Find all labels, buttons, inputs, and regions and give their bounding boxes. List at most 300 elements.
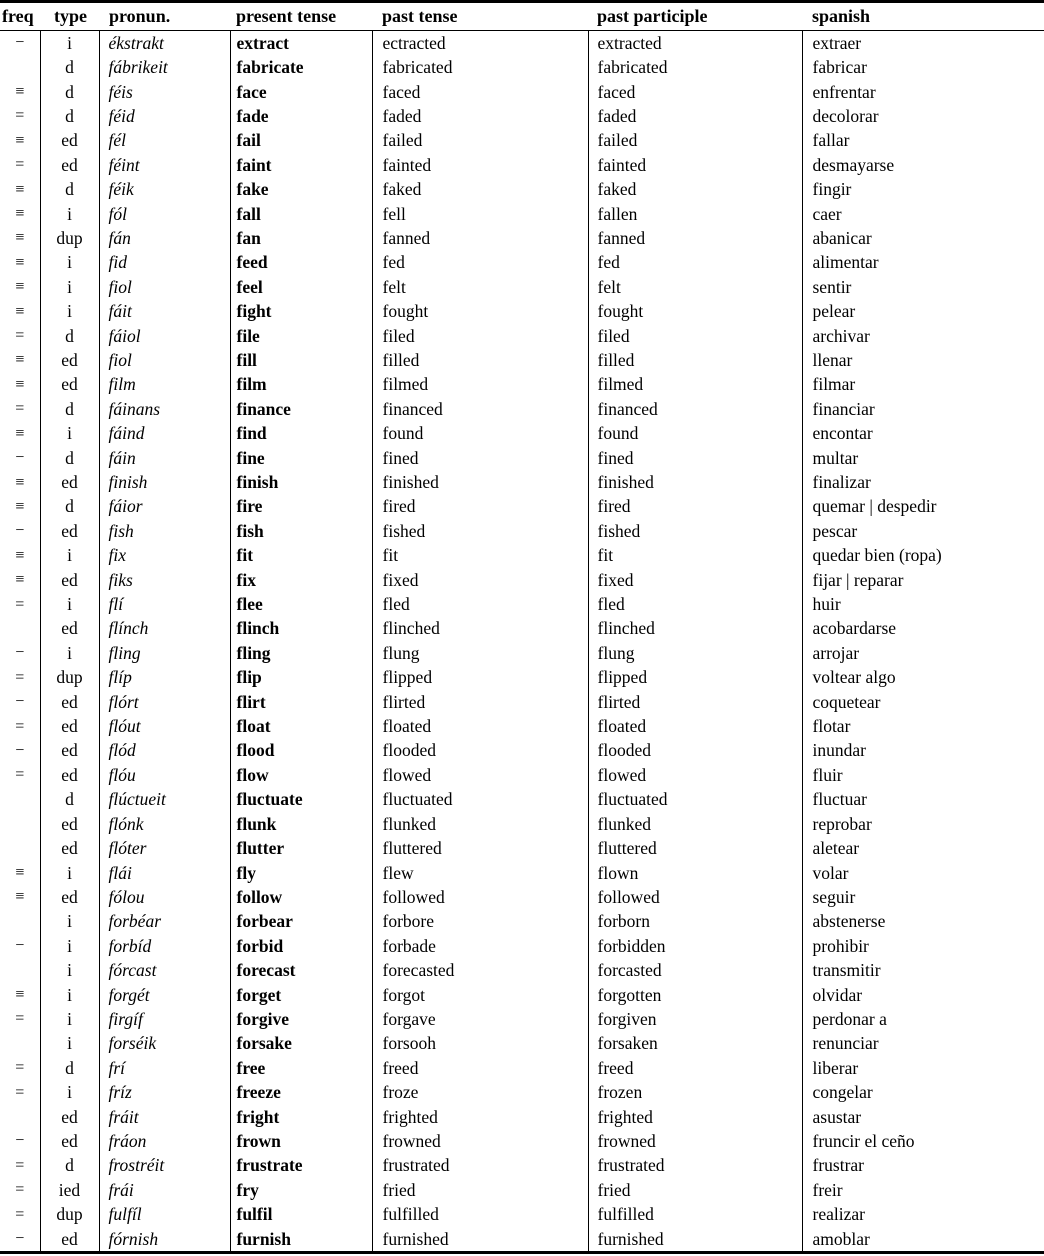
past-tense-cell: forsooh xyxy=(372,1032,588,1056)
freq-cell xyxy=(0,812,40,836)
past-tense-cell: fulfilled xyxy=(372,1203,588,1227)
present-tense-cell: film xyxy=(230,373,372,397)
present-tense-cell: float xyxy=(230,714,372,738)
table-row xyxy=(0,934,1044,958)
freq-cell: − xyxy=(15,449,25,467)
type-cell: i xyxy=(40,861,99,885)
spanish-cell: extraer xyxy=(802,31,1044,56)
freq-cell: − xyxy=(15,644,25,662)
freq-cell: − xyxy=(15,34,25,52)
table-row xyxy=(0,812,1044,836)
past-participle-cell: flooded xyxy=(588,739,802,763)
table-row xyxy=(0,739,1044,763)
past-participle-cell: fluctuated xyxy=(588,788,802,812)
pronunciation-cell: finish xyxy=(99,470,230,494)
header-present-tense: present tense xyxy=(230,2,372,31)
header-spanish: spanish xyxy=(802,2,1044,31)
pronunciation-cell: féid xyxy=(99,104,230,128)
type-cell: i xyxy=(40,299,99,323)
present-tense-cell: flunk xyxy=(230,812,372,836)
freq-cell: − xyxy=(15,741,25,759)
spanish-cell: reprobar xyxy=(802,812,1044,836)
past-participle-cell: frozen xyxy=(588,1080,802,1104)
spanish-cell: olvidar xyxy=(802,983,1044,1007)
past-participle-cell: fried xyxy=(588,1178,802,1202)
spanish-cell: fingir xyxy=(802,177,1044,201)
past-participle-cell: finished xyxy=(588,470,802,494)
past-tense-cell: faked xyxy=(372,177,588,201)
present-tense-cell: fade xyxy=(230,104,372,128)
pronunciation-cell: fórcast xyxy=(99,958,230,982)
present-tense-cell: forbear xyxy=(230,910,372,934)
header-row xyxy=(0,2,1044,31)
past-participle-cell: flinched xyxy=(588,617,802,641)
past-tense-cell: fried xyxy=(372,1178,588,1202)
present-tense-cell: frown xyxy=(230,1129,372,1153)
pronunciation-cell: fábrikeit xyxy=(99,55,230,79)
pronunciation-cell: flónk xyxy=(99,812,230,836)
past-participle-cell: fined xyxy=(588,446,802,470)
table-row xyxy=(0,495,1044,519)
past-tense-cell: fled xyxy=(372,592,588,616)
freq-cell: − xyxy=(15,1132,25,1150)
present-tense-cell: forecast xyxy=(230,958,372,982)
past-participle-cell: fabricated xyxy=(588,55,802,79)
type-cell: ed xyxy=(40,763,99,787)
past-tense-cell: failed xyxy=(372,129,588,153)
type-cell: i xyxy=(40,592,99,616)
present-tense-cell: fall xyxy=(230,202,372,226)
type-cell: ed xyxy=(40,568,99,592)
type-cell: i xyxy=(40,275,99,299)
present-tense-cell: freeze xyxy=(230,1080,372,1104)
type-cell: d xyxy=(40,788,99,812)
table-row xyxy=(0,1178,1044,1202)
present-tense-cell: fabricate xyxy=(230,55,372,79)
past-tense-cell: flipped xyxy=(372,666,588,690)
spanish-cell: aletear xyxy=(802,836,1044,860)
spanish-cell: transmitir xyxy=(802,958,1044,982)
type-cell: i xyxy=(40,934,99,958)
type-cell: i xyxy=(40,31,99,56)
past-participle-cell: fit xyxy=(588,544,802,568)
pronunciation-cell: fish xyxy=(99,519,230,543)
table-row xyxy=(0,983,1044,1007)
freq-cell: ≡ xyxy=(15,302,25,320)
spanish-cell: flotar xyxy=(802,714,1044,738)
past-participle-cell: fed xyxy=(588,251,802,275)
pronunciation-cell: fid xyxy=(99,251,230,275)
freq-cell xyxy=(0,836,40,860)
past-participle-cell: fanned xyxy=(588,226,802,250)
freq-cell: ≡ xyxy=(15,253,25,271)
present-tense-cell: fish xyxy=(230,519,372,543)
table-row xyxy=(0,1007,1044,1031)
pronunciation-cell: forgét xyxy=(99,983,230,1007)
pronunciation-cell: fáind xyxy=(99,422,230,446)
freq-cell: ≡ xyxy=(15,278,25,296)
header-type: type xyxy=(40,2,99,31)
pronunciation-cell: fólou xyxy=(99,885,230,909)
spanish-cell: renunciar xyxy=(802,1032,1044,1056)
past-participle-cell: fixed xyxy=(588,568,802,592)
freq-cell: = xyxy=(15,766,25,784)
type-cell: ed xyxy=(40,1227,99,1253)
pronunciation-cell: fiol xyxy=(99,275,230,299)
table-header xyxy=(0,2,1044,31)
past-participle-cell: fished xyxy=(588,519,802,543)
past-tense-cell: fabricated xyxy=(372,55,588,79)
freq-cell: = xyxy=(15,1156,25,1174)
spanish-cell: congelar xyxy=(802,1080,1044,1104)
past-participle-cell: failed xyxy=(588,129,802,153)
table-row xyxy=(0,226,1044,250)
pronunciation-cell: fáior xyxy=(99,495,230,519)
spanish-cell: finalizar xyxy=(802,470,1044,494)
present-tense-cell: free xyxy=(230,1056,372,1080)
type-cell: d xyxy=(40,1154,99,1178)
spanish-cell: encontar xyxy=(802,422,1044,446)
past-tense-cell: fell xyxy=(372,202,588,226)
present-tense-cell: flip xyxy=(230,666,372,690)
present-tense-cell: feel xyxy=(230,275,372,299)
past-participle-cell: forsaken xyxy=(588,1032,802,1056)
type-cell: ed xyxy=(40,690,99,714)
past-tense-cell: fit xyxy=(372,544,588,568)
table-row xyxy=(0,251,1044,275)
spanish-cell: pescar xyxy=(802,519,1044,543)
freq-cell xyxy=(0,910,40,934)
table-row xyxy=(0,666,1044,690)
freq-cell: ≡ xyxy=(15,180,25,198)
freq-cell: = xyxy=(15,400,25,418)
spanish-cell: archivar xyxy=(802,324,1044,348)
past-tense-cell: flunked xyxy=(372,812,588,836)
present-tense-cell: find xyxy=(230,422,372,446)
freq-cell: ≡ xyxy=(15,375,25,393)
freq-cell: ≡ xyxy=(15,986,25,1004)
freq-cell: ≡ xyxy=(15,546,25,564)
pronunciation-cell: fulfíl xyxy=(99,1203,230,1227)
pronunciation-cell: fríz xyxy=(99,1080,230,1104)
freq-cell: ≡ xyxy=(15,83,25,101)
spanish-cell: realizar xyxy=(802,1203,1044,1227)
type-cell: ed xyxy=(40,1105,99,1129)
past-participle-cell: fled xyxy=(588,592,802,616)
past-tense-cell: forgave xyxy=(372,1007,588,1031)
present-tense-cell: fulfil xyxy=(230,1203,372,1227)
present-tense-cell: fill xyxy=(230,348,372,372)
pronunciation-cell: flóut xyxy=(99,714,230,738)
type-cell: d xyxy=(40,55,99,79)
past-participle-cell: financed xyxy=(588,397,802,421)
table-row xyxy=(0,519,1044,543)
past-tense-cell: forbade xyxy=(372,934,588,958)
freq-cell: = xyxy=(15,717,25,735)
past-participle-cell: followed xyxy=(588,885,802,909)
past-tense-cell: ectracted xyxy=(372,31,588,56)
spanish-cell: fijar | reparar xyxy=(802,568,1044,592)
spanish-cell: abstenerse xyxy=(802,910,1044,934)
table-row xyxy=(0,544,1044,568)
past-participle-cell: fired xyxy=(588,495,802,519)
past-tense-cell: fired xyxy=(372,495,588,519)
present-tense-cell: frustrate xyxy=(230,1154,372,1178)
past-tense-cell: flooded xyxy=(372,739,588,763)
freq-cell: ≡ xyxy=(15,473,25,491)
spanish-cell: seguir xyxy=(802,885,1044,909)
present-tense-cell: follow xyxy=(230,885,372,909)
spanish-cell: financiar xyxy=(802,397,1044,421)
table-row xyxy=(0,55,1044,79)
spanish-cell: amoblar xyxy=(802,1227,1044,1253)
present-tense-cell: finish xyxy=(230,470,372,494)
pronunciation-cell: flí xyxy=(99,592,230,616)
past-participle-cell: filmed xyxy=(588,373,802,397)
past-tense-cell: filmed xyxy=(372,373,588,397)
present-tense-cell: forget xyxy=(230,983,372,1007)
table-row xyxy=(0,202,1044,226)
type-cell: i xyxy=(40,1080,99,1104)
pronunciation-cell: forséik xyxy=(99,1032,230,1056)
present-tense-cell: fit xyxy=(230,544,372,568)
table-row xyxy=(0,129,1044,153)
type-cell: ed xyxy=(40,836,99,860)
freq-cell: = xyxy=(15,668,25,686)
past-participle-cell: filled xyxy=(588,348,802,372)
pronunciation-cell: frostréit xyxy=(99,1154,230,1178)
table-row xyxy=(0,1129,1044,1153)
freq-cell: ≡ xyxy=(15,571,25,589)
present-tense-cell: flirt xyxy=(230,690,372,714)
type-cell: ed xyxy=(40,153,99,177)
past-tense-cell: fought xyxy=(372,299,588,323)
table-row xyxy=(0,861,1044,885)
past-tense-cell: frighted xyxy=(372,1105,588,1129)
header-past-participle: past participle xyxy=(588,2,802,31)
table-row xyxy=(0,958,1044,982)
present-tense-cell: furnish xyxy=(230,1227,372,1253)
table-row xyxy=(0,1154,1044,1178)
past-participle-cell: flowed xyxy=(588,763,802,787)
spanish-cell: frustrar xyxy=(802,1154,1044,1178)
past-tense-cell: fished xyxy=(372,519,588,543)
table-row xyxy=(0,1080,1044,1104)
type-cell: ied xyxy=(40,1178,99,1202)
past-participle-cell: forgotten xyxy=(588,983,802,1007)
past-tense-cell: frustrated xyxy=(372,1154,588,1178)
type-cell: d xyxy=(40,177,99,201)
spanish-cell: fluctuar xyxy=(802,788,1044,812)
freq-cell: = xyxy=(15,1010,25,1028)
present-tense-cell: fire xyxy=(230,495,372,519)
past-tense-cell: flew xyxy=(372,861,588,885)
present-tense-cell: feed xyxy=(230,251,372,275)
past-tense-cell: fainted xyxy=(372,153,588,177)
past-tense-cell: fluctuated xyxy=(372,788,588,812)
spanish-cell: sentir xyxy=(802,275,1044,299)
table-row xyxy=(0,104,1044,128)
past-participle-cell: frowned xyxy=(588,1129,802,1153)
type-cell: d xyxy=(40,495,99,519)
pronunciation-cell: fiol xyxy=(99,348,230,372)
present-tense-cell: flutter xyxy=(230,836,372,860)
spanish-cell: quedar bien (ropa) xyxy=(802,544,1044,568)
past-tense-cell: filled xyxy=(372,348,588,372)
freq-cell: ≡ xyxy=(15,229,25,247)
spanish-cell: fluir xyxy=(802,763,1044,787)
pronunciation-cell: féis xyxy=(99,80,230,104)
type-cell: dup xyxy=(40,1203,99,1227)
present-tense-cell: faint xyxy=(230,153,372,177)
spanish-cell: freir xyxy=(802,1178,1044,1202)
freq-cell: = xyxy=(15,156,25,174)
table-row xyxy=(0,324,1044,348)
past-participle-cell: flung xyxy=(588,641,802,665)
present-tense-cell: fly xyxy=(230,861,372,885)
present-tense-cell: fluctuate xyxy=(230,788,372,812)
table-row xyxy=(0,788,1044,812)
type-cell: ed xyxy=(40,617,99,641)
pronunciation-cell: flíp xyxy=(99,666,230,690)
present-tense-cell: fail xyxy=(230,129,372,153)
table-row xyxy=(0,1032,1044,1056)
present-tense-cell: face xyxy=(230,80,372,104)
past-participle-cell: faded xyxy=(588,104,802,128)
present-tense-cell: fine xyxy=(230,446,372,470)
type-cell: ed xyxy=(40,470,99,494)
pronunciation-cell: fán xyxy=(99,226,230,250)
spanish-cell: liberar xyxy=(802,1056,1044,1080)
table-row xyxy=(0,592,1044,616)
freq-cell: = xyxy=(15,595,25,613)
freq-cell xyxy=(0,1105,40,1129)
freq-cell: = xyxy=(15,1205,25,1223)
spanish-cell: fabricar xyxy=(802,55,1044,79)
past-tense-cell: frowned xyxy=(372,1129,588,1153)
present-tense-cell: flee xyxy=(230,592,372,616)
spanish-cell: coquetear xyxy=(802,690,1044,714)
past-participle-cell: furnished xyxy=(588,1227,802,1253)
type-cell: ed xyxy=(40,739,99,763)
spanish-cell: decolorar xyxy=(802,104,1044,128)
present-tense-cell: forsake xyxy=(230,1032,372,1056)
past-participle-cell: flirted xyxy=(588,690,802,714)
spanish-cell: voltear algo xyxy=(802,666,1044,690)
freq-cell: − xyxy=(15,693,25,711)
past-tense-cell: fixed xyxy=(372,568,588,592)
present-tense-cell: fix xyxy=(230,568,372,592)
past-tense-cell: flinched xyxy=(372,617,588,641)
type-cell: ed xyxy=(40,373,99,397)
freq-cell xyxy=(0,55,40,79)
spanish-cell: pelear xyxy=(802,299,1044,323)
spanish-cell: asustar xyxy=(802,1105,1044,1129)
spanish-cell: prohibir xyxy=(802,934,1044,958)
past-participle-cell: faked xyxy=(588,177,802,201)
pronunciation-cell: forbíd xyxy=(99,934,230,958)
pronunciation-cell: fáiol xyxy=(99,324,230,348)
type-cell: ed xyxy=(40,812,99,836)
pronunciation-cell: flód xyxy=(99,739,230,763)
table-row xyxy=(0,617,1044,641)
table-row xyxy=(0,1105,1044,1129)
table-row xyxy=(0,275,1044,299)
past-tense-cell: filed xyxy=(372,324,588,348)
pronunciation-cell: féik xyxy=(99,177,230,201)
past-participle-cell: forcasted xyxy=(588,958,802,982)
table-row xyxy=(0,153,1044,177)
type-cell: d xyxy=(40,80,99,104)
past-tense-cell: furnished xyxy=(372,1227,588,1253)
past-participle-cell: fainted xyxy=(588,153,802,177)
past-tense-cell: fanned xyxy=(372,226,588,250)
past-tense-cell: fined xyxy=(372,446,588,470)
type-cell: ed xyxy=(40,348,99,372)
spanish-cell: inundar xyxy=(802,739,1044,763)
past-tense-cell: felt xyxy=(372,275,588,299)
freq-cell: = xyxy=(15,107,25,125)
table-row xyxy=(0,397,1044,421)
freq-cell: − xyxy=(15,522,25,540)
past-participle-cell: faced xyxy=(588,80,802,104)
past-participle-cell: flipped xyxy=(588,666,802,690)
type-cell: d xyxy=(40,1056,99,1080)
type-cell: ed xyxy=(40,519,99,543)
type-cell: ed xyxy=(40,885,99,909)
pronunciation-cell: fáit xyxy=(99,299,230,323)
type-cell: d xyxy=(40,397,99,421)
past-participle-cell: fluttered xyxy=(588,836,802,860)
present-tense-cell: forbid xyxy=(230,934,372,958)
present-tense-cell: fan xyxy=(230,226,372,250)
freq-cell: ≡ xyxy=(15,424,25,442)
past-participle-cell: flown xyxy=(588,861,802,885)
past-participle-cell: felt xyxy=(588,275,802,299)
table-row xyxy=(0,885,1044,909)
present-tense-cell: fling xyxy=(230,641,372,665)
type-cell: i xyxy=(40,983,99,1007)
freq-cell: ≡ xyxy=(15,205,25,223)
pronunciation-cell: fling xyxy=(99,641,230,665)
spanish-cell: huir xyxy=(802,592,1044,616)
table-row xyxy=(0,1203,1044,1227)
header-pronunciation: pronun. xyxy=(99,2,230,31)
type-cell: d xyxy=(40,104,99,128)
past-tense-cell: flowed xyxy=(372,763,588,787)
past-participle-cell: fallen xyxy=(588,202,802,226)
type-cell: i xyxy=(40,544,99,568)
freq-cell xyxy=(0,788,40,812)
pronunciation-cell: fráit xyxy=(99,1105,230,1129)
past-participle-cell: frighted xyxy=(588,1105,802,1129)
table-row xyxy=(0,373,1044,397)
past-tense-cell: flirted xyxy=(372,690,588,714)
pronunciation-cell: fix xyxy=(99,544,230,568)
type-cell: i xyxy=(40,1007,99,1031)
past-participle-cell: fulfilled xyxy=(588,1203,802,1227)
freq-cell: ≡ xyxy=(15,497,25,515)
past-tense-cell: forbore xyxy=(372,910,588,934)
table-row xyxy=(0,80,1044,104)
spanish-cell: enfrentar xyxy=(802,80,1044,104)
table-row xyxy=(0,1227,1044,1253)
present-tense-cell: fry xyxy=(230,1178,372,1202)
spanish-cell: fruncir el ceño xyxy=(802,1129,1044,1153)
table-row xyxy=(0,714,1044,738)
table-row xyxy=(0,299,1044,323)
table-row xyxy=(0,1056,1044,1080)
